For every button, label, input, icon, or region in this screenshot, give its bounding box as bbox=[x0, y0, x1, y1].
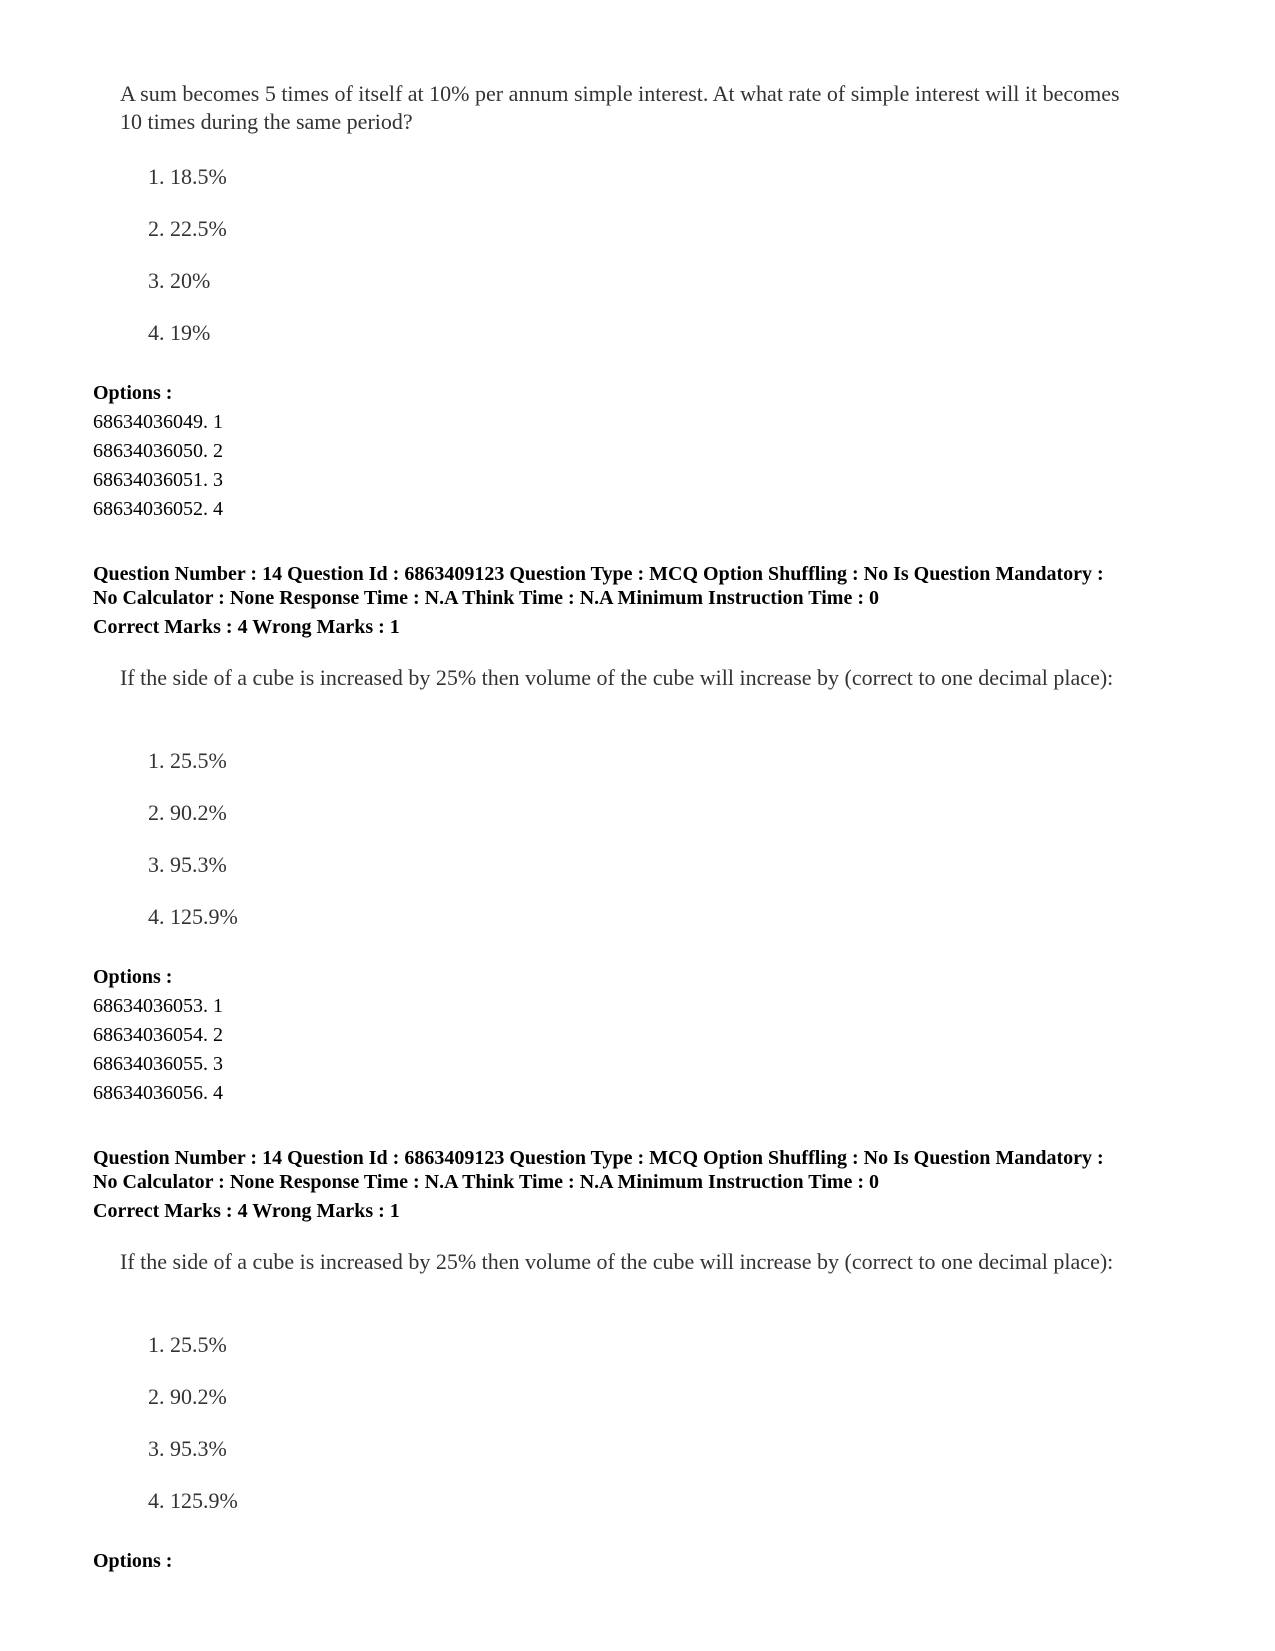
question-text: If the side of a cube is increased by 25% then volume of the cube will increase by (correct to one decimal place): bbox=[120, 1249, 1114, 1274]
answer-choice: 3. 95.3% bbox=[148, 852, 227, 877]
option-id: 68634036051. 3 bbox=[93, 469, 223, 491]
answer-choice: 4. 125.9% bbox=[148, 1488, 238, 1513]
answer-choice: 3. 20% bbox=[148, 268, 211, 293]
option-id: 68634036054. 2 bbox=[93, 1024, 223, 1046]
option-id: 68634036049. 1 bbox=[93, 411, 223, 433]
question-marks: Correct Marks : 4 Wrong Marks : 1 bbox=[93, 1200, 400, 1222]
options-label: Options : bbox=[93, 1550, 173, 1572]
option-id: 68634036056. 4 bbox=[93, 1082, 223, 1104]
question-marks: Correct Marks : 4 Wrong Marks : 1 bbox=[93, 616, 400, 638]
question-text: A sum becomes 5 times of itself at 10% per annum simple interest. At what rate of simple interest will it becomes 10 times during the same period? bbox=[120, 81, 1120, 134]
option-id: 68634036050. 2 bbox=[93, 440, 223, 462]
question-meta-line1: Question Number : 14 Question Id : 6863409123 Question Type : MCQ Option Shuffling : No Is Question Mandatory : bbox=[93, 563, 1104, 585]
answer-choice: 4. 125.9% bbox=[148, 904, 238, 929]
answer-choice: 1. 18.5% bbox=[148, 164, 227, 189]
answer-choice: 2. 90.2% bbox=[148, 1384, 227, 1409]
answer-choice: 3. 95.3% bbox=[148, 1436, 227, 1461]
options-label: Options : bbox=[93, 966, 173, 988]
option-id: 68634036052. 4 bbox=[93, 498, 223, 520]
answer-choice: 4. 19% bbox=[148, 320, 211, 345]
option-id: 68634036053. 1 bbox=[93, 995, 223, 1017]
options-label: Options : bbox=[93, 382, 173, 404]
question-meta-line1: Question Number : 14 Question Id : 6863409123 Question Type : MCQ Option Shuffling : No Is Question Mandatory : bbox=[93, 1147, 1104, 1169]
question-meta-line2: No Calculator : None Response Time : N.A Think Time : N.A Minimum Instruction Time : 0 bbox=[93, 1171, 879, 1193]
question-meta-line2: No Calculator : None Response Time : N.A Think Time : N.A Minimum Instruction Time : 0 bbox=[93, 587, 879, 609]
answer-choice: 1. 25.5% bbox=[148, 1332, 227, 1357]
answer-choice: 2. 22.5% bbox=[148, 216, 227, 241]
answer-choice: 1. 25.5% bbox=[148, 748, 227, 773]
question-text: If the side of a cube is increased by 25% then volume of the cube will increase by (correct to one decimal place): bbox=[120, 665, 1114, 690]
answer-choice: 2. 90.2% bbox=[148, 800, 227, 825]
option-id: 68634036055. 3 bbox=[93, 1053, 223, 1075]
